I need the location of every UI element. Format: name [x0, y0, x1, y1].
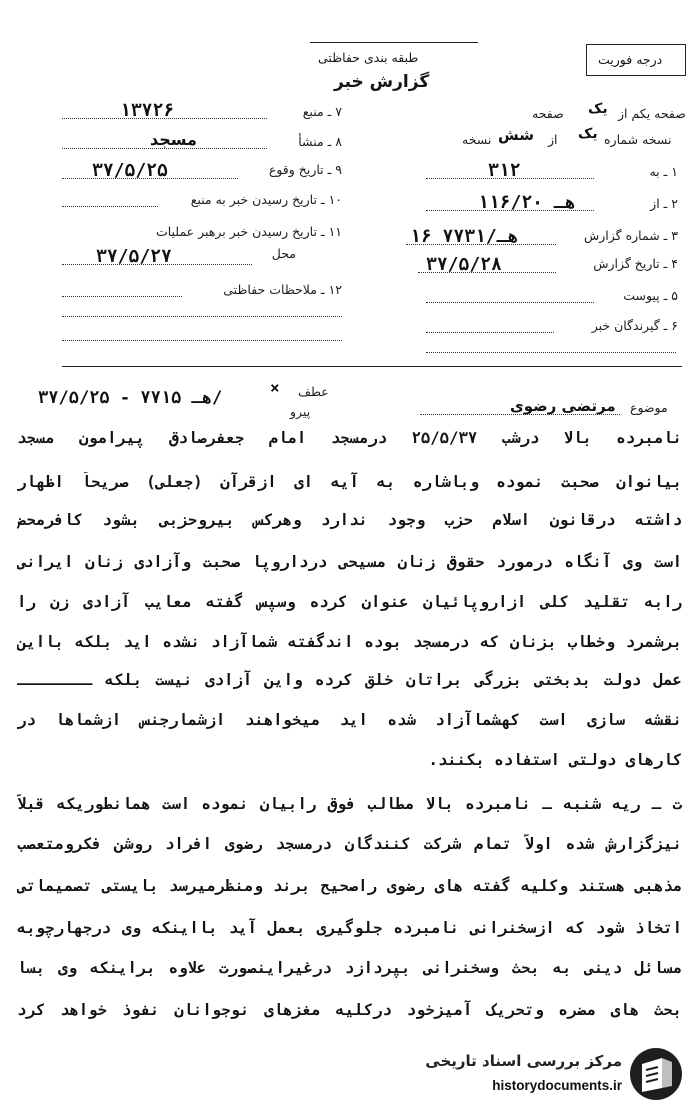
copy-label-1: نسخه شماره [604, 132, 672, 147]
watermark-url: historydocuments.ir [492, 1078, 622, 1093]
source-receipt-date-label: ۱۰ ـ تاریخ رسیدن خبر به منبع [190, 192, 342, 207]
occurrence-date-value: ۳۷/۵/۲۵ [92, 160, 168, 181]
attachment-dots [426, 302, 594, 303]
body-line: مذهبی هستند وکلیه گفته های رضوی راصحیح برند ومنظرمیرسد بایستی تصمیماتی [17, 877, 682, 895]
ops-receipt-date-label: ۱۱ ـ تاریخ رسیدن خبر برهبر عملیات [155, 224, 342, 239]
from-label: ۲ ـ از [650, 196, 678, 211]
body-line: اتخاذ شود که ازسخنرانی نامبرده جلوگیری بعمل آید بااینکه وی درجهارچوبه [17, 919, 682, 937]
ref-label-atf: عطف [298, 384, 329, 399]
watermark-title: مرکز بررسی اسناد تاریخی [425, 1052, 622, 1070]
security-notes-label: ۱۲ ـ ملاحظات حفاظتی [223, 282, 342, 297]
page-value: یک [588, 101, 608, 117]
source-label: ۷ ـ منبع [302, 104, 342, 119]
body-line: مسائل دینی به بحث وسخنرانی بپردازد درغیراینصورت علاوه براینکه وی بسا [17, 959, 682, 977]
body-line: بیانوان صحبت نموده وباشاره به آیه ای ازقرآن (جعلی) صریحاً اظهار [17, 473, 682, 491]
place-label: محل [271, 246, 296, 261]
origin-label: ۸ ـ منشأ [298, 134, 342, 149]
copy-value-1: یک [578, 126, 598, 142]
recipients-dots-2 [426, 352, 676, 353]
subject-label: موضوع [630, 400, 668, 415]
occurrence-date-label: ۹ ـ تاریخ وقوع [268, 162, 342, 177]
attachment-label: ۵ ـ پیوست [623, 288, 678, 303]
report-date-label: ۴ ـ تاریخ گزارش [593, 256, 678, 271]
ref-value: ۳۷/۵/۲۵ - هـ ۷۷۱۵/ [38, 388, 223, 408]
recipients-label: ۶ ـ گیرندگان خبر [591, 318, 678, 333]
report-date-value: ۳۷/۵/۲۸ [426, 254, 502, 275]
to-value: ۳۱۲ [488, 160, 521, 181]
copy-label-2: از [548, 132, 558, 147]
body-line: نقشه سازی است کهشماآزاد شده اید میخواهند ازشمارجنس ازشماها در [17, 711, 682, 729]
body-line: عمل دولت بدبختی بزرگی براتان خلق کرده واین آزادی نیست بلکه ــــــــ [17, 671, 682, 689]
report-title: گزارش خبر [334, 72, 430, 92]
security-notes-dots-1 [62, 296, 182, 297]
copy-value-2: شش [498, 126, 534, 144]
classification-label: طبقه بندی حفاظتی [318, 50, 419, 65]
subject-value: مرتضی رضوی [510, 397, 616, 415]
security-notes-dots-3 [62, 340, 342, 341]
page-label-1: صفحه یکم از [618, 106, 686, 121]
body-line: است وی آنگاه درمورد حقوق زنان مسیحی درداروپا صحبت وآزادی زنان ایرانی [17, 553, 682, 571]
security-notes-dots-2 [62, 316, 342, 317]
body-line: ت ـ ریه شنبه ـ نامبرده بالا مطالب فوق رابیان نموده است همانطوریکه قبلاً [17, 795, 682, 813]
body-line: برشمرد وخطاب بزنان که درمسجد بوده اندگفته شماآزاد نشده اید بلکه بااین [17, 633, 682, 651]
body-line: داشته درقانون اسلام حزب وجود ندارد وهرکس بیروحزبی بشود کافرمحض [17, 511, 682, 529]
archive-watermark [404, 1046, 684, 1104]
recipients-dots-1 [426, 332, 554, 333]
report-number-label: ۳ ـ شماره گزارش [583, 228, 678, 243]
copy-label-3: نسخه [462, 132, 492, 147]
priority-label: درجه فوریت [598, 52, 663, 67]
page-label-2: صفحه [532, 106, 564, 121]
body-line: نامبرده بالا درشب ۲۵/۵/۳۷ درمسجد امام جعفرصادق پیرامون مسجد [17, 429, 682, 447]
ops-receipt-date-value: ۳۷/۵/۲۷ [96, 246, 172, 267]
body-line: رابه تقلید کلی ازاروپائیان عنوان کرده وسپس گفته معایب آزادی زن را [17, 593, 682, 611]
body-line: بحث های مضره وتحریک آمیزخود درکلیه مغزهای نوجوانان نفوذ خواهد کرد [17, 1001, 682, 1019]
from-value: ۱۱۶/۲۰ هـ [478, 192, 576, 213]
body-line: کارهای دولتی استفاده بکنند. [428, 751, 682, 769]
ref-label-peyro: پیرو [290, 404, 311, 419]
source-receipt-date-dots [62, 206, 158, 207]
source-value: ۱۳۷۲۶ [120, 100, 175, 121]
separator-line [62, 366, 682, 367]
classification-line [310, 42, 478, 43]
body-line: نیزگزارش شده اولاً تمام شرکت کنندگان درمسجد رضوی افراد روشن فکرومتعصب [17, 835, 682, 853]
to-label: ۱ ـ به [649, 164, 678, 179]
ref-mark: × [270, 378, 281, 397]
subject-dots [420, 414, 620, 415]
origin-value: مسجد [150, 130, 197, 149]
archive-logo-icon [628, 1046, 684, 1102]
report-number-value: ۱۶ هـ/۷۷۳۱ [410, 226, 519, 247]
